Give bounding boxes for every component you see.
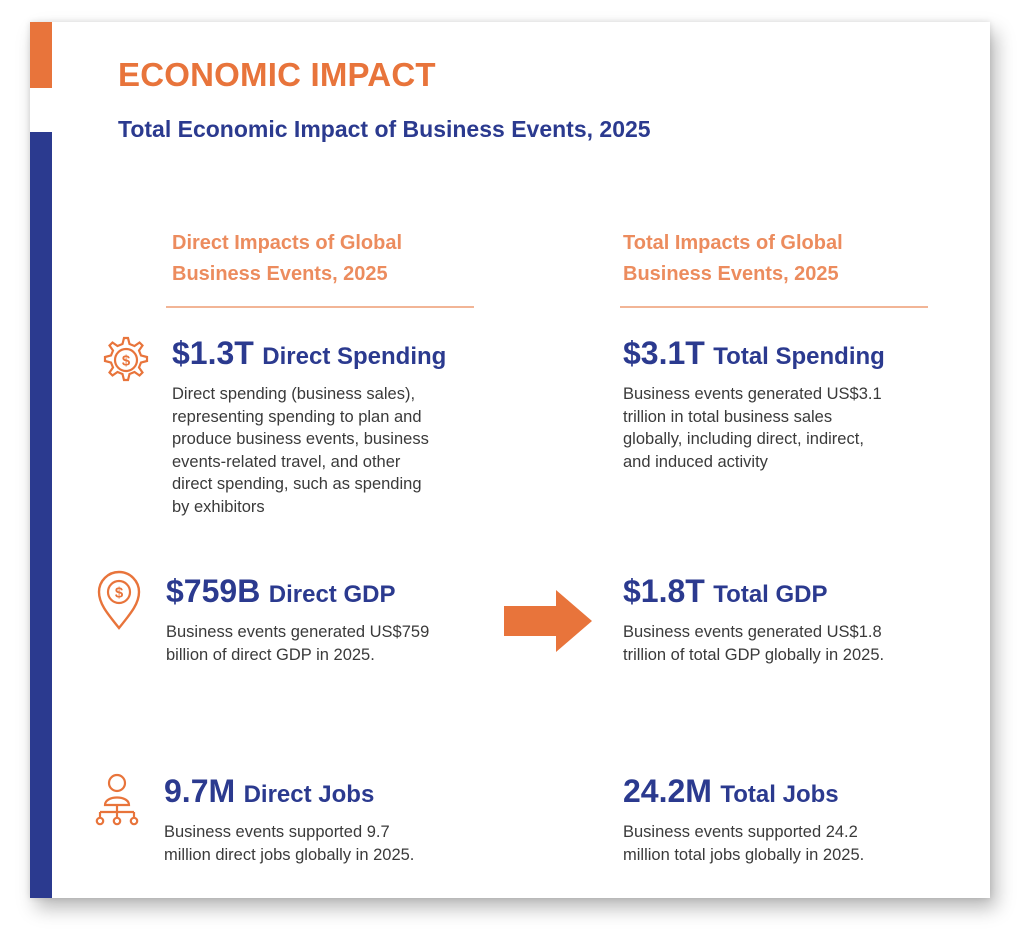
total-heading-line: Business Events, 2025 (623, 263, 839, 285)
desc-line: Business events supported 24.2 (623, 823, 858, 841)
desc-line: million total jobs globally in 2025. (623, 845, 865, 864)
desc-line: produce business events, business (172, 430, 429, 448)
direct-gdp-block (166, 574, 486, 666)
direct-heading-line: Direct Impacts of Global (172, 232, 403, 254)
svg-text:$: $ (114, 584, 124, 602)
direct-spending-label: Direct Spending (262, 343, 447, 370)
direct-jobs-value: 9.7M (164, 773, 236, 809)
total-spending-value: $3.1T (623, 335, 705, 371)
total-gdp-block (623, 574, 963, 666)
total-column-heading (623, 228, 923, 290)
desc-line: Business events generated US$3.1 (623, 385, 882, 403)
gear-dollar-icon (100, 334, 152, 386)
desc-line: Business events supported 9.7 (164, 823, 390, 841)
right-arrow-icon (504, 590, 592, 652)
direct-jobs-headline (164, 774, 484, 815)
desc-line: and induced activity (623, 452, 768, 471)
total-jobs-label: Total Jobs (720, 781, 839, 808)
desc-line: trillion of total GDP globally in 2025. (623, 645, 885, 664)
desc-line: Direct spending (business sales), (172, 385, 416, 403)
direct-heading-divider (166, 306, 474, 308)
desc-line: Business events generated US$1.8 (623, 623, 882, 641)
total-gdp-headline (623, 574, 963, 615)
page-title: ECONOMIC IMPACT (118, 56, 436, 93)
total-jobs-headline (623, 774, 953, 815)
total-spending-block (623, 336, 953, 473)
direct-spending-value: $1.3T (172, 335, 254, 371)
desc-line: billion of direct GDP in 2025. (166, 645, 375, 664)
desc-line: representing spending to plan and (172, 407, 422, 426)
desc-line: direct spending, such as spending (172, 475, 422, 493)
orange-accent-bar (30, 22, 52, 88)
location-dollar-icon (96, 570, 142, 632)
direct-gdp-label: Direct GDP (268, 581, 396, 608)
total-spending-label: Total Spending (713, 343, 885, 370)
total-jobs-block (623, 774, 953, 866)
total-gdp-label: Total GDP (713, 581, 828, 608)
svg-text:$: $ (121, 352, 131, 370)
direct-jobs-block (164, 774, 484, 866)
person-network-icon (92, 772, 142, 828)
direct-spending-block (172, 336, 492, 518)
total-gdp-value: $1.8T (623, 573, 705, 609)
total-jobs-value: 24.2M (623, 773, 712, 809)
direct-gdp-value: $759B (166, 573, 261, 609)
total-heading-line: Total Impacts of Global (623, 232, 843, 254)
page-subtitle: Total Economic Impact of Business Events, 2025 (118, 116, 651, 142)
desc-line: events-related travel, and other (172, 452, 401, 471)
total-spending-description (623, 383, 953, 473)
desc-line: by exhibitors (172, 497, 265, 516)
total-gdp-description (623, 621, 963, 666)
total-jobs-description (623, 821, 953, 866)
total-spending-headline (623, 336, 953, 377)
desc-line: Business events generated US$759 (166, 623, 430, 641)
blue-accent-bar (30, 132, 52, 898)
direct-jobs-description (164, 821, 484, 866)
desc-line: globally, including direct, indirect, (623, 430, 864, 448)
direct-spending-description (172, 383, 492, 518)
direct-column-heading (172, 228, 472, 290)
direct-spending-headline (172, 336, 492, 377)
direct-heading-line: Business Events, 2025 (172, 263, 388, 285)
total-heading-divider (620, 306, 928, 308)
desc-line: trillion in total business sales (623, 407, 833, 426)
direct-jobs-label: Direct Jobs (243, 781, 375, 808)
desc-line: million direct jobs globally in 2025. (164, 845, 415, 864)
direct-gdp-description (166, 621, 486, 666)
direct-gdp-headline (166, 574, 486, 615)
